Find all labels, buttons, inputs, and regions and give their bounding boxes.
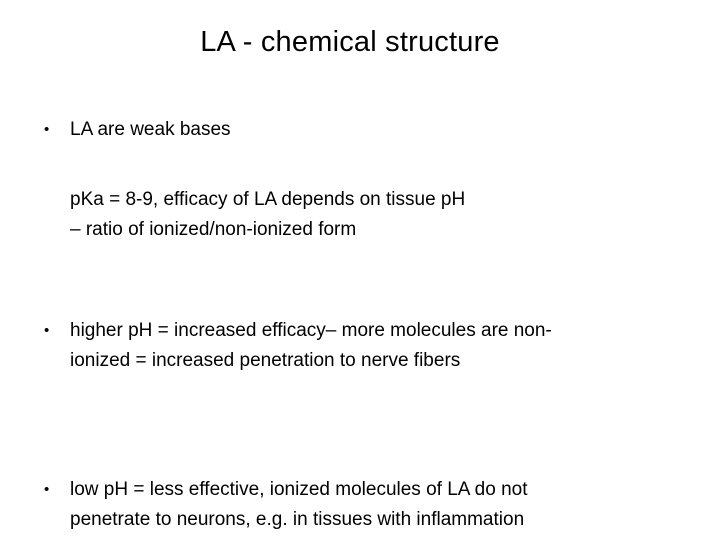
bullet-dot-icon: • xyxy=(44,322,50,339)
bullet-text: penetrate to neurons, e.g. in tissues with inflammation xyxy=(70,509,525,530)
bullet-item-weak-bases xyxy=(44,115,710,145)
sub-paragraph-pka xyxy=(70,185,710,245)
bullet-text: higher pH = increased efficacy– more molecules are non- xyxy=(70,320,552,341)
bullet-item-higher-ph xyxy=(44,316,710,376)
bullet-text: ionized = increased penetration to nerve fibers xyxy=(70,350,461,371)
bullet-text: LA are weak bases xyxy=(70,119,231,140)
bullet-dot-icon: • xyxy=(44,481,50,498)
sub-paragraph-line: pKa = 8-9, efficacy of LA depends on tissue pH xyxy=(70,189,466,210)
bullet-text: low pH = less effective, ionized molecules of LA do not xyxy=(70,479,528,500)
sub-paragraph-line: – ratio of ionized/non-ionized form xyxy=(70,219,357,240)
bullet-item-low-ph xyxy=(44,475,710,535)
bullet-dot-icon: • xyxy=(44,121,50,138)
slide-title: LA - chemical structure xyxy=(200,26,500,58)
